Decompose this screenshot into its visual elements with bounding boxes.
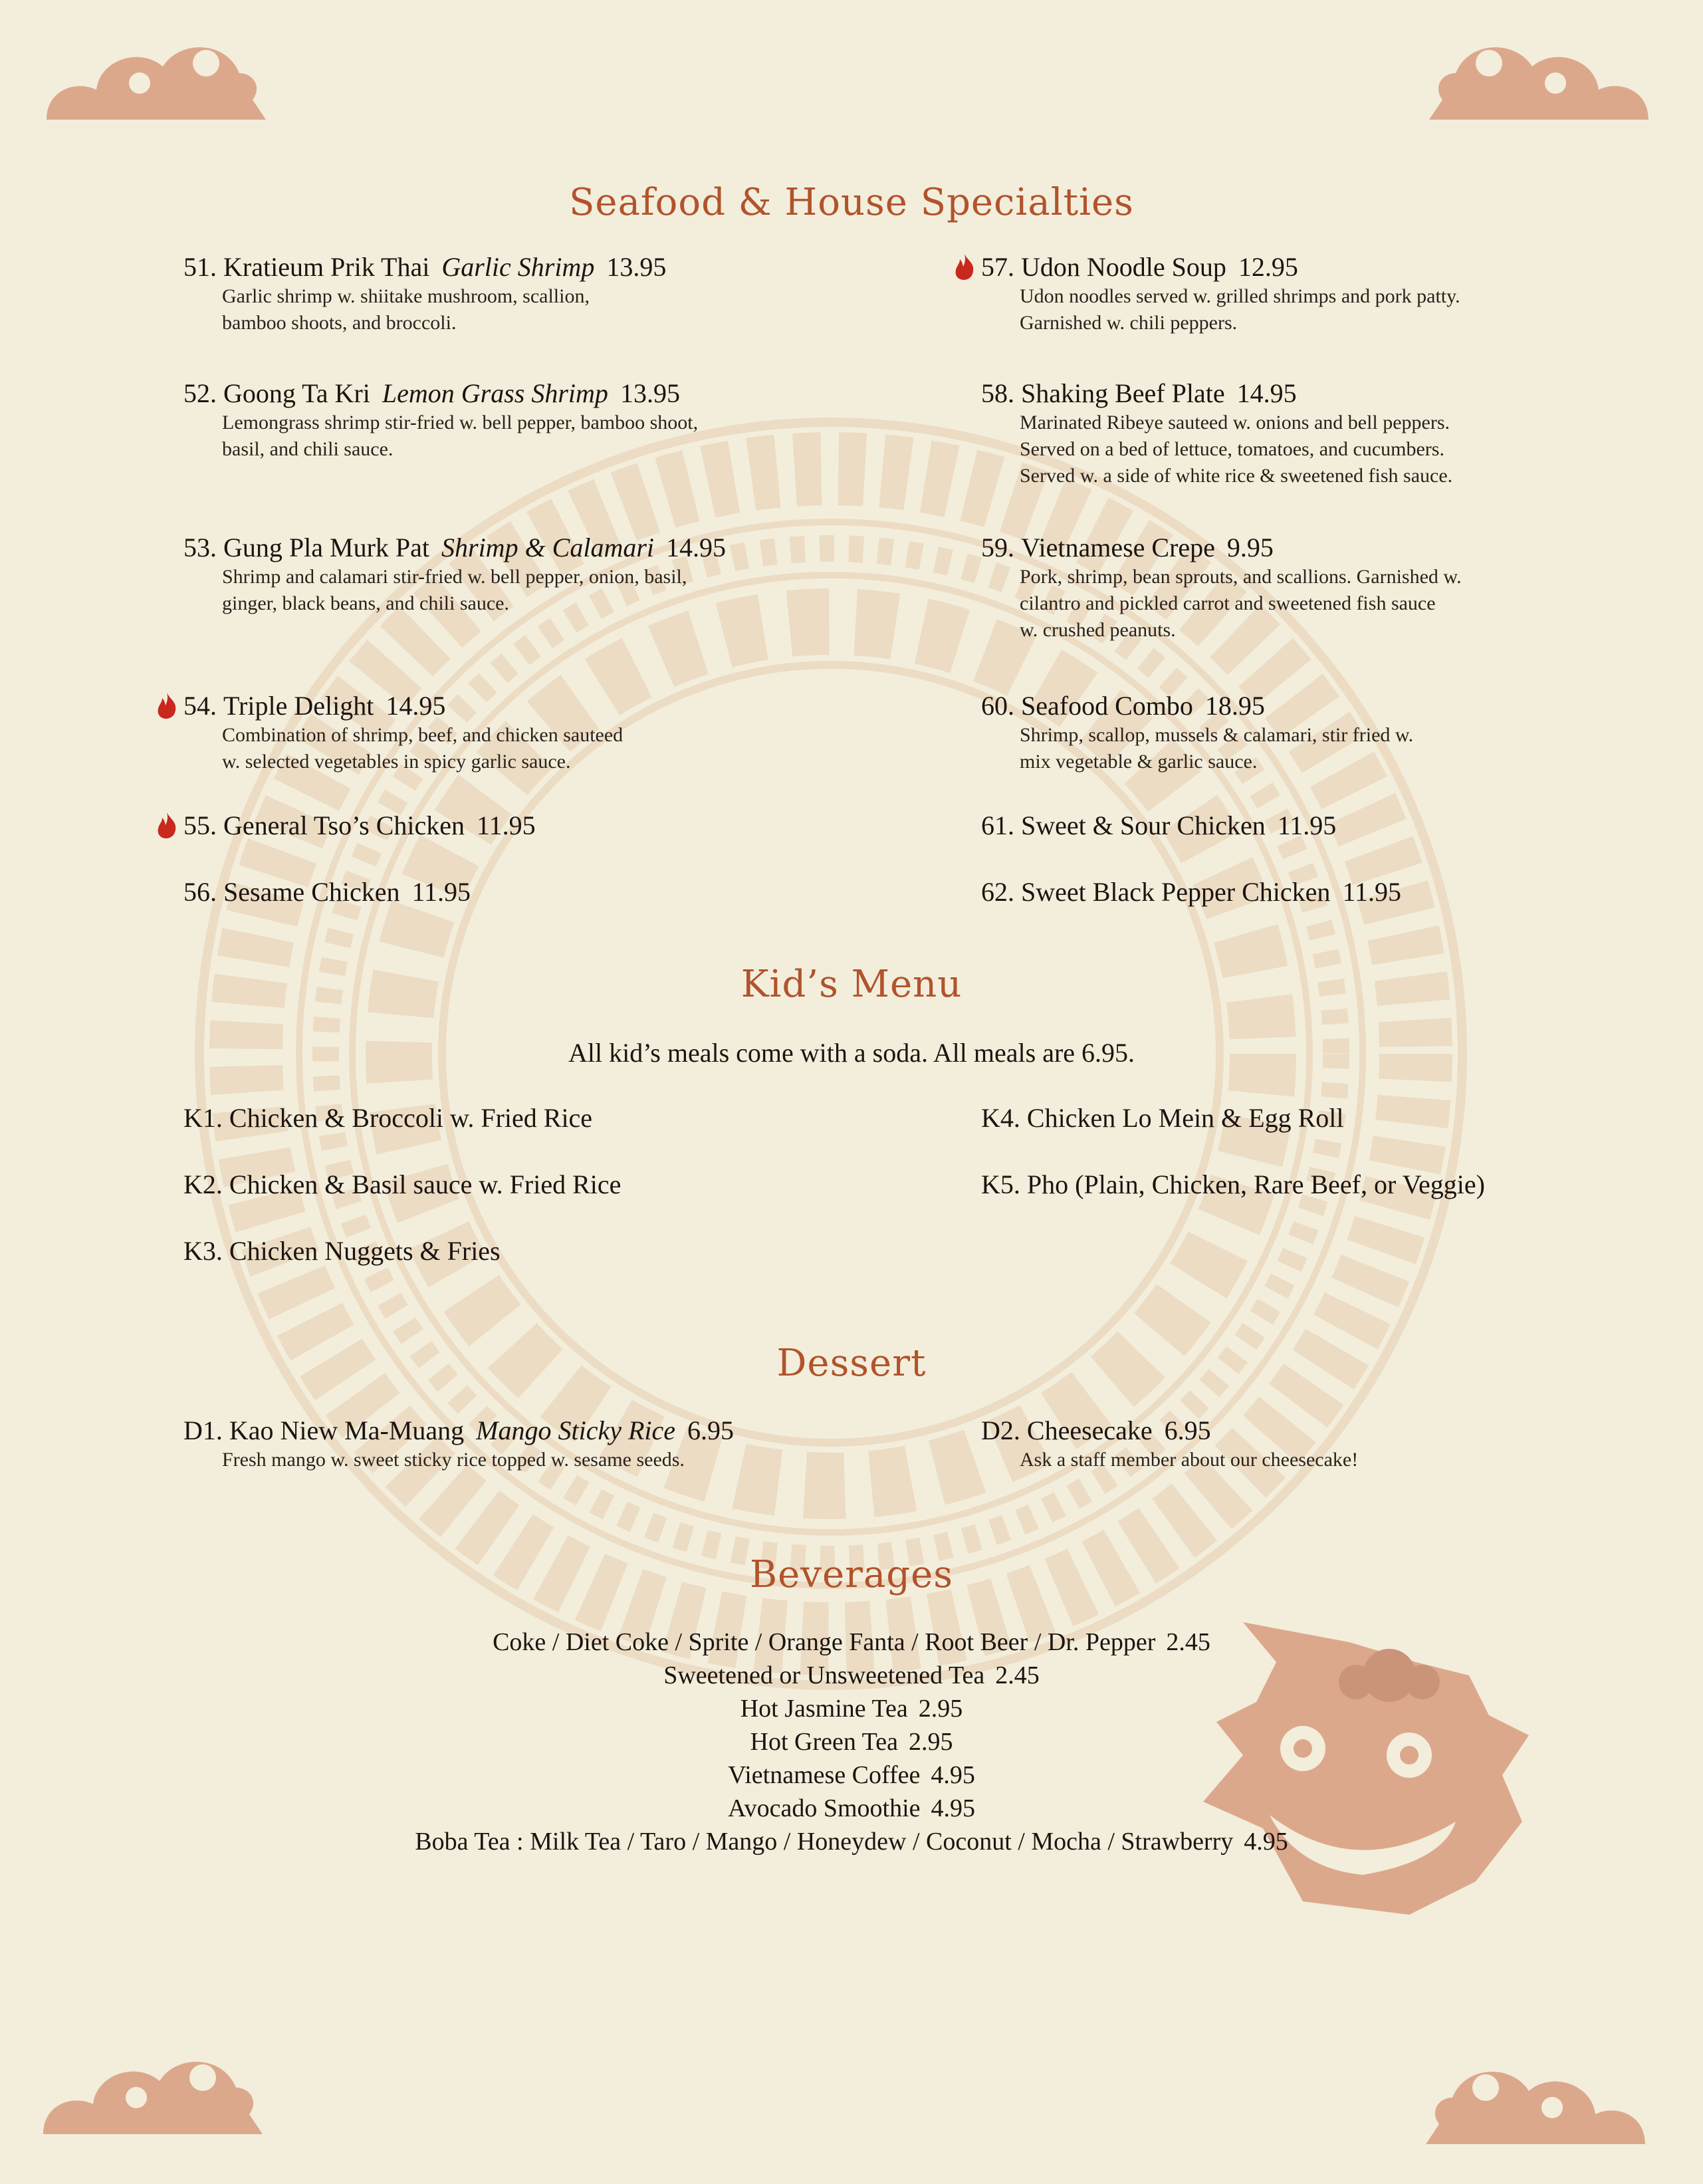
menu-item-price: 6.95	[1164, 1415, 1211, 1445]
menu-item-description: w. selected vegetables in spicy garlic sauce.	[222, 751, 571, 773]
menu-item-description: cilantro and pickled carrot and sweetened fish sauce	[1020, 592, 1436, 614]
menu-item-description: Lemongrass shrimp stir-fried w. bell pepper, bamboo shoot,	[222, 412, 699, 433]
menu-item-number: 53.	[183, 533, 217, 562]
menu-item	[981, 810, 1336, 842]
kids-menu-item-name: Pho (Plain, Chicken, Rare Beef, or Veggie)	[1026, 1169, 1485, 1199]
beverage-name: Sweetened or Unsweetened Tea	[663, 1661, 985, 1689]
menu-item-heading	[981, 378, 1452, 410]
menu-item-name: Seafood Combo	[1021, 691, 1193, 721]
menu-item-number: 57.	[981, 252, 1014, 282]
beverage-name: Hot Jasmine Tea	[740, 1695, 908, 1723]
menu-item-description: Served w. a side of white rice & sweetened fish sauce.	[1020, 465, 1453, 487]
beverage-item	[0, 1825, 1703, 1858]
menu-item-name: Goong Ta Kri	[223, 378, 370, 408]
menu-item-number: 56.	[183, 877, 217, 907]
kids-menu-item-number: K2.	[183, 1169, 223, 1199]
menu-item-price: 9.95	[1226, 533, 1274, 562]
menu-item-description: ginger, black beans, and chili sauce.	[222, 592, 509, 614]
menu-item-description: Fresh mango w. sweet sticky rice topped w. sesame seeds.	[222, 1449, 685, 1471]
kids-menu-item-name: Chicken & Basil sauce w. Fried Rice	[229, 1169, 622, 1199]
menu-item-heading	[981, 532, 1462, 564]
menu-item-name: Triple Delight	[223, 691, 374, 721]
menu-item-description: Ask a staff member about our cheesecake!	[1020, 1449, 1359, 1471]
menu-item-description: Pork, shrimp, bean sprouts, and scallions. Garnished w.	[1020, 566, 1462, 588]
menu-item-heading	[183, 378, 698, 410]
menu-item-name: Kratieum Prik Thai	[223, 252, 430, 282]
menu-item-price: 18.95	[1204, 691, 1265, 721]
menu-item-description: Garlic shrimp w. shiitake mushroom, scallion,	[222, 285, 590, 307]
menu-item-description: Combination of shrimp, beef, and chicken sauteed	[222, 724, 624, 746]
menu-item	[183, 251, 666, 336]
menu-item-subtitle: Mango Sticky Rice	[476, 1415, 676, 1445]
section-title-seafood: Seafood & House Specialties	[569, 181, 1134, 224]
menu-item-name: Cheesecake	[1026, 1415, 1153, 1445]
menu-item-number: 62.	[981, 877, 1014, 907]
beverage-name: Boba Tea : Milk Tea / Taro / Mango / Honeydew / Coconut / Mocha / Strawberry	[415, 1828, 1234, 1856]
menu-item-name: Gung Pla Murk Pat	[223, 533, 429, 562]
kids-menu-item-name: Chicken Lo Mein & Egg Roll	[1026, 1103, 1344, 1133]
cloud-icon	[1419, 2051, 1652, 2151]
menu-item-subtitle: Shrimp & Calamari	[441, 533, 655, 562]
beverage-item	[0, 1792, 1703, 1825]
cloud-icon	[37, 2041, 269, 2141]
kids-menu-item	[183, 1102, 592, 1134]
menu-item-price: 13.95	[606, 252, 667, 282]
menu-item	[981, 378, 1452, 489]
menu-item-description: w. crushed peanuts.	[1020, 619, 1176, 641]
beverage-price: 2.45	[1166, 1628, 1210, 1656]
menu-item-price: 14.95	[1236, 378, 1297, 408]
menu-item-heading	[981, 1415, 1358, 1447]
menu-item-heading	[981, 251, 1460, 283]
beverage-price: 4.95	[1244, 1828, 1288, 1856]
menu-item-description: Served on a bed of lettuce, tomatoes, and cucumbers.	[1020, 438, 1444, 460]
menu-item-subtitle: Lemon Grass Shrimp	[382, 378, 608, 408]
menu-item-number: 58.	[981, 378, 1014, 408]
beverage-item	[0, 1759, 1703, 1792]
menu-item-heading	[183, 810, 536, 842]
cloud-icon	[40, 27, 273, 126]
menu-item-subtitle: Garlic Shrimp	[441, 252, 595, 282]
menu-item-number: 51.	[183, 252, 217, 282]
kids-menu-item-number: K3.	[183, 1236, 223, 1266]
menu-item	[981, 251, 1460, 336]
menu-item-price: 14.95	[386, 691, 446, 721]
beverage-name: Vietnamese Coffee	[728, 1761, 921, 1789]
menu-item-heading	[183, 876, 471, 908]
menu-item-heading	[981, 690, 1413, 722]
menu-item-name: Sweet & Sour Chicken	[1021, 810, 1266, 840]
beverage-price: 2.95	[908, 1728, 953, 1756]
menu-item-price: 11.95	[411, 877, 471, 907]
menu-item	[981, 876, 1401, 908]
kids-menu-item-name: Chicken Nuggets & Fries	[229, 1236, 501, 1266]
kids-menu-item-name: Chicken & Broccoli w. Fried Rice	[229, 1103, 593, 1133]
menu-item-number: 59.	[981, 533, 1014, 562]
menu-item-price: 14.95	[666, 533, 727, 562]
menu-item-description: bamboo shoots, and broccoli.	[222, 312, 457, 334]
kids-menu-item	[183, 1169, 621, 1201]
menu-item-description: Marinated Ribeye sauteed w. onions and bell peppers.	[1020, 412, 1450, 433]
menu-item-description: basil, and chili sauce.	[222, 438, 394, 460]
menu-item-number: 52.	[183, 378, 217, 408]
menu-item-name: Sesame Chicken	[223, 877, 400, 907]
kids-menu-item	[981, 1102, 1344, 1134]
menu-item-name: Shaking Beef Plate	[1021, 378, 1225, 408]
menu-item-number: 54.	[183, 691, 217, 721]
beverage-name: Avocado Smoothie	[727, 1794, 921, 1822]
menu-item-number: D1.	[183, 1415, 223, 1445]
beverage-item	[0, 1626, 1703, 1659]
menu-item-heading	[981, 876, 1401, 908]
menu-item	[183, 690, 623, 775]
menu-item-heading	[183, 251, 666, 283]
cloud-icon	[1422, 27, 1655, 126]
menu-item-description: mix vegetable & garlic sauce.	[1020, 751, 1258, 773]
menu-item	[183, 532, 726, 617]
menu-item-heading	[981, 810, 1336, 842]
menu-item-price: 12.95	[1238, 252, 1298, 282]
menu-item	[981, 1415, 1358, 1473]
beverage-item	[0, 1725, 1703, 1759]
menu-item	[183, 378, 698, 463]
kids-menu-note: All kid’s meals come with a soda. All meals are 6.95.	[568, 1038, 1135, 1068]
beverage-price: 2.95	[918, 1695, 963, 1723]
menu-item-heading	[183, 690, 623, 722]
kids-menu-item-number: K4.	[981, 1103, 1020, 1133]
menu-item-description: Udon noodles served w. grilled shrimps and pork patty.	[1020, 285, 1460, 307]
menu-item-price: 13.95	[620, 378, 680, 408]
menu-item-description: Shrimp and calamari stir-fried w. bell pepper, onion, basil,	[222, 566, 687, 588]
menu-item-price: 11.95	[1277, 810, 1337, 840]
menu-item-price: 6.95	[687, 1415, 735, 1445]
spicy-flame-icon	[154, 691, 179, 719]
menu-item-price: 11.95	[1342, 877, 1401, 907]
beverage-price: 4.95	[931, 1794, 976, 1822]
menu-item	[183, 810, 536, 842]
menu-item-number: 61.	[981, 810, 1014, 840]
kids-menu-item	[183, 1235, 501, 1267]
kids-menu-item	[981, 1169, 1485, 1201]
menu-item-name: Kao Niew Ma-Muang	[229, 1415, 465, 1445]
beverage-item	[0, 1692, 1703, 1725]
spicy-flame-icon	[154, 811, 179, 839]
section-title-kids: Kid’s Menu	[740, 963, 963, 1006]
section-title-beverages: Beverages	[750, 1553, 953, 1596]
menu-item-number: D2.	[981, 1415, 1020, 1445]
menu-item	[183, 876, 471, 908]
menu-item-heading	[183, 1415, 734, 1447]
menu-item-name: Sweet Black Pepper Chicken	[1021, 877, 1331, 907]
menu-item-description: Garnished w. chili peppers.	[1020, 312, 1238, 334]
menu-item-number: 60.	[981, 691, 1014, 721]
beverage-price: 4.95	[931, 1761, 975, 1789]
menu-item-name: Vietnamese Crepe	[1021, 533, 1215, 562]
beverage-item	[0, 1659, 1703, 1692]
beverage-name: Coke / Diet Coke / Sprite / Orange Fanta / Root Beer / Dr. Pepper	[493, 1628, 1156, 1656]
menu-item-heading	[183, 532, 726, 564]
beverage-name: Hot Green Tea	[750, 1728, 898, 1756]
menu-item-price: 11.95	[477, 810, 536, 840]
section-title-dessert: Dessert	[776, 1342, 927, 1385]
kids-menu-item-number: K5.	[981, 1169, 1020, 1199]
menu-item-number: 55.	[183, 810, 217, 840]
spicy-flame-icon	[952, 253, 977, 281]
beverage-price: 2.45	[995, 1661, 1040, 1689]
kids-menu-item-number: K1.	[183, 1103, 223, 1133]
menu-item	[981, 690, 1413, 775]
menu-item	[183, 1415, 734, 1473]
menu-item-description: Shrimp, scallop, mussels & calamari, stir fried w.	[1020, 724, 1414, 746]
menu-item-name: General Tso’s Chicken	[223, 810, 465, 840]
menu-item-name: Udon Noodle Soup	[1021, 252, 1226, 282]
menu-item	[981, 532, 1462, 644]
